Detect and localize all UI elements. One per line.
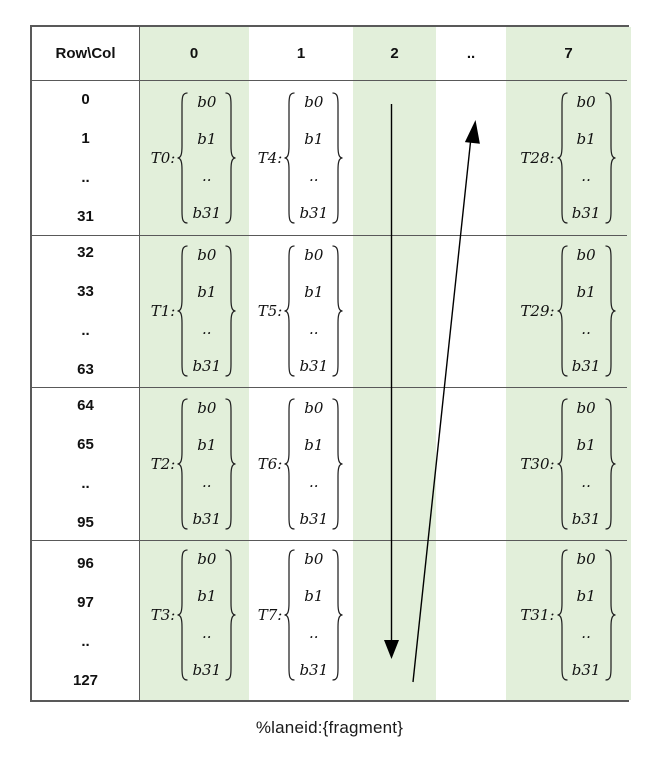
fragment-item: b31 [299, 509, 329, 528]
row-label: 31 [77, 207, 94, 225]
fragment-cell-t29 [506, 235, 631, 387]
thread-label: T28: [520, 148, 555, 167]
thread-label: T7: [257, 606, 283, 624]
fragment-cell-t2 [139, 387, 249, 540]
left-brace-icon [176, 244, 189, 378]
fragment-cell-t31 [506, 540, 631, 690]
thread-label: T6: [257, 454, 283, 473]
fragment-items [190, 552, 223, 678]
header-col-1: 1 [296, 45, 306, 62]
right-brace-icon [604, 397, 617, 531]
fragment-item: .. [309, 320, 319, 338]
fragment-item: b1 [197, 587, 217, 605]
row-labels-group-1 [32, 235, 139, 387]
fragment-cell-t0 [139, 80, 249, 235]
fragment-item: .. [581, 624, 591, 642]
fragment-item: .. [202, 320, 212, 338]
fragment-item: b1 [576, 283, 596, 301]
fragment-item: .. [202, 624, 212, 642]
left-brace-icon [176, 91, 189, 225]
figure-caption: %laneid:{fragment} [255, 718, 404, 737]
fragment-item: b0 [576, 246, 596, 264]
left-brace-icon [176, 548, 189, 682]
row-label: 1 [81, 129, 90, 147]
fragment-item: b31 [192, 661, 222, 679]
thread-label: T4: [257, 148, 283, 167]
fragment-item: b1 [197, 129, 217, 148]
header-col-7: 7 [564, 45, 573, 62]
thread-label: T2: [150, 454, 176, 473]
header-rowcol: Row\Col [55, 45, 116, 62]
right-brace-icon [224, 397, 237, 531]
fragment-item: b31 [571, 661, 601, 679]
left-brace-icon [556, 397, 569, 531]
left-brace-icon [556, 548, 569, 682]
left-brace-icon [283, 244, 296, 378]
fragment-item: .. [202, 472, 212, 491]
fragment-items [297, 248, 330, 374]
fragment-items [190, 398, 223, 528]
fragment-item: b31 [299, 203, 329, 222]
fragment-item: b1 [197, 283, 217, 301]
fragment-item: b31 [192, 509, 222, 528]
row-label: .. [81, 168, 90, 186]
fragment-item: b31 [192, 357, 222, 375]
thread-label: T30: [520, 454, 555, 473]
fragment-item: b1 [576, 435, 596, 454]
thread-label: T3: [150, 606, 176, 624]
right-brace-icon [331, 397, 344, 531]
row-label: 33 [77, 283, 94, 300]
fragment-item: b31 [299, 357, 329, 375]
fragment-items [297, 92, 330, 222]
row-labels-group-2 [32, 387, 139, 540]
row-label: 96 [77, 555, 94, 572]
fragment-item: .. [581, 166, 591, 185]
fragment-item: b0 [197, 550, 217, 568]
right-brace-icon [224, 91, 237, 225]
fragment-layout-table [30, 25, 629, 702]
fragment-cell-t6 [249, 387, 353, 540]
fragment-item: b0 [197, 398, 217, 417]
fragment-item: b31 [571, 509, 601, 528]
row-label: .. [81, 474, 90, 492]
fragment-item: b1 [304, 587, 324, 605]
fragment-item: b0 [304, 92, 324, 111]
row-label: 127 [72, 672, 99, 689]
fragment-items [570, 248, 603, 374]
fragment-item: b31 [571, 357, 601, 375]
fragment-item: b0 [576, 398, 596, 417]
left-brace-icon [283, 91, 296, 225]
fragment-item: b0 [304, 398, 324, 417]
highlight-column-2 [353, 27, 436, 700]
fragment-item: .. [202, 166, 212, 185]
row-label: 97 [77, 594, 94, 611]
fragment-items [190, 248, 223, 374]
fragment-items [297, 552, 330, 678]
fragment-item: b31 [571, 203, 601, 222]
fragment-item: b0 [576, 92, 596, 111]
fragment-item: .. [581, 472, 591, 491]
fragment-item: b31 [192, 203, 222, 222]
thread-label: T0: [150, 148, 176, 167]
fragment-item: b1 [576, 129, 596, 148]
fragment-items [297, 398, 330, 528]
fragment-item: b1 [197, 435, 217, 454]
right-brace-icon [604, 548, 617, 682]
fragment-cell-t7 [249, 540, 353, 690]
fragment-item: .. [309, 472, 319, 491]
thread-label: T1: [150, 302, 176, 320]
row-label: 32 [77, 244, 94, 261]
thread-label: T31: [520, 606, 555, 624]
thread-label: T29: [520, 302, 555, 320]
left-brace-icon [556, 244, 569, 378]
fragment-item: b0 [576, 550, 596, 568]
row-labels-group-3 [32, 540, 139, 704]
row-label: .. [81, 322, 90, 339]
left-brace-icon [176, 397, 189, 531]
fragment-item: .. [581, 320, 591, 338]
header-col-2: 2 [390, 45, 399, 62]
fragment-item: b1 [304, 435, 324, 454]
fragment-cell-t28 [506, 80, 631, 235]
thread-label: T5: [257, 302, 283, 320]
right-brace-icon [224, 244, 237, 378]
fragment-items [570, 398, 603, 528]
row-labels-group-0 [32, 80, 139, 235]
fragment-cell-t3 [139, 540, 249, 690]
left-brace-icon [556, 91, 569, 225]
header-col-0: 0 [189, 45, 199, 62]
row-label: .. [81, 633, 90, 650]
row-label: 65 [77, 435, 94, 453]
right-brace-icon [331, 244, 344, 378]
row-label: 64 [77, 396, 94, 414]
fragment-item: b31 [299, 661, 329, 679]
fragment-item: .. [309, 166, 319, 185]
right-brace-icon [224, 548, 237, 682]
row-label: 0 [81, 90, 90, 108]
left-brace-icon [283, 548, 296, 682]
left-brace-icon [283, 397, 296, 531]
row-label: 63 [77, 361, 94, 378]
fragment-items [570, 552, 603, 678]
right-brace-icon [331, 91, 344, 225]
fragment-item: b1 [576, 587, 596, 605]
fragment-item: b0 [197, 246, 217, 264]
right-brace-icon [604, 244, 617, 378]
fragment-items [570, 92, 603, 222]
right-brace-icon [604, 91, 617, 225]
header-col-dots: .. [466, 45, 476, 62]
fragment-items [190, 92, 223, 222]
fragment-cell-t1 [139, 235, 249, 387]
fragment-item: b0 [304, 246, 324, 264]
fragment-item: .. [309, 624, 319, 642]
right-brace-icon [331, 548, 344, 682]
fragment-item: b1 [304, 283, 324, 301]
fragment-item: b1 [304, 129, 324, 148]
fragment-item: b0 [304, 550, 324, 568]
fragment-cell-t5 [249, 235, 353, 387]
fragment-cell-t4 [249, 80, 353, 235]
fragment-item: b0 [197, 92, 217, 111]
row-label: 95 [77, 513, 94, 531]
fragment-cell-t30 [506, 387, 631, 540]
